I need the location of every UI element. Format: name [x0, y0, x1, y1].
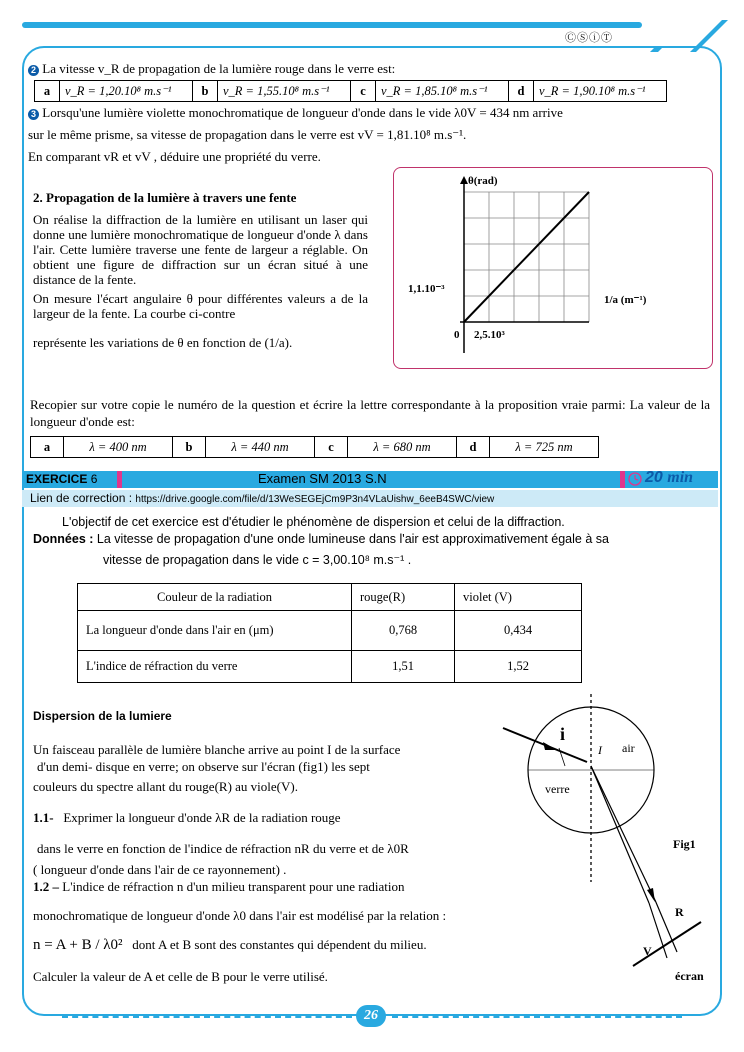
section2-para2: On mesure l'écart angulaire θ pour différentes valeurs a de la largeur de la fente. La courbe ci-contre	[33, 291, 368, 321]
data-text1: La vitesse de propagation d'une onde lumineuse dans l'air est approximativement égale à sa	[96, 532, 609, 546]
dispersion-p2: d'un demi- disque en verre; on observe sur l'écran (fig1) les sept	[37, 759, 370, 774]
q3-line3: En comparant vR et vV , déduire une propriété du verre.	[28, 149, 321, 164]
table-header: violet (V)	[455, 584, 582, 611]
chart-x-tick-label: 2,5.10³	[474, 329, 505, 341]
q3-block	[28, 105, 708, 165]
link-url[interactable]: https://drive.google.com/file/d/13WeSEGEjCm9P3n4VLaUishw_6eeB4SWC/view	[135, 494, 495, 505]
ray-r	[591, 766, 655, 900]
q11-c: ( longueur d'onde dans l'air de ce rayonnement) .	[33, 862, 287, 877]
dispersion-p3: couleurs du spectre allant du rouge(R) au viole(V).	[33, 779, 298, 794]
page-number: 26	[356, 1005, 386, 1027]
data-series-line	[464, 192, 589, 322]
exercise-label	[26, 472, 97, 486]
q12-c: Calculer la valeur de A et celle de B pour le verre utilisé.	[33, 969, 328, 984]
pink-marker-left	[117, 471, 122, 488]
q12-a: L'indice de réfraction n d'un milieu transparent pour une radiation	[62, 879, 405, 894]
q2-option-value: v_R = 1,90.10⁸ m.s⁻¹	[534, 81, 667, 102]
table-cell: 1,51	[352, 651, 455, 683]
section2-title: 2. Propagation de la lumière à travers une fente	[33, 190, 297, 205]
q2-label: La vitesse v_R de propagation de la lumière rouge dans le verre est:	[42, 61, 396, 76]
lambda-option-value: λ = 680 nm	[348, 437, 457, 458]
exercise-title: Examen SM 2013 S.N	[258, 471, 387, 486]
q11-a: Exprimer la longueur d'onde λR de la radiation rouge	[63, 810, 341, 825]
lambda-option-value: λ = 725 nm	[490, 437, 599, 458]
q2-text	[28, 61, 395, 77]
section2-para1: On réalise la diffraction de la lumière en utilisant un laser qui donne une lumière monochromatique de longueur d'onde λ dans l'air. Cette lumière traverse une fente de largeur a réglable. On obtient une figure de diffraction sur un écran situé à une distance de la fente.	[33, 212, 368, 287]
radiation-table	[77, 583, 582, 683]
figure1-dispersion	[495, 690, 720, 1005]
fig-label-R: R	[675, 905, 684, 919]
data-line2: vitesse de propagation dans le vide c = 3,00.10⁸ m.s⁻¹ .	[103, 553, 412, 567]
q3-number: 3	[28, 109, 39, 120]
data-label: Données :	[33, 532, 94, 546]
footer-dash-left	[62, 1016, 352, 1018]
lambda-option-value: λ = 400 nm	[64, 437, 173, 458]
chart-y-tick-label: 1,1.10⁻³	[408, 283, 445, 295]
clock-icon	[628, 472, 642, 486]
angle-arc	[559, 748, 565, 766]
q12-number: 1.2 –	[33, 879, 59, 894]
table-header: rouge(R)	[352, 584, 455, 611]
duration-unit: min	[667, 469, 694, 486]
link-label: Lien de correction :	[30, 491, 133, 505]
q2-option-key[interactable]: b	[193, 81, 218, 102]
theta-chart	[394, 168, 712, 368]
footer-dash-right	[392, 1016, 682, 1018]
fig-label-verre: verre	[545, 782, 570, 796]
q2-options	[34, 80, 667, 102]
q11-b: dans le verre en fonction de l'indice de réfraction nR du verre et de λ0R	[37, 841, 409, 856]
fig-label-air: air	[622, 741, 635, 755]
q3-line1: Lorsqu'une lumière violette monochromatique de longueur d'onde dans le vide λ0V = 434 nm arrive	[42, 105, 563, 120]
ray-v	[591, 766, 649, 903]
section2-instruction: Recopier sur votre copie le numéro de la question et écrire la lettre correspondante à la proposition vraie parmi: La valeur de la longueur d'onde est:	[30, 397, 710, 429]
q11-number: 1.1-	[33, 810, 54, 825]
table-cell: 1,52	[455, 651, 582, 683]
q2-option-key[interactable]: a	[35, 81, 60, 102]
top-bar	[22, 22, 642, 28]
q3-line2: sur le même prisme, sa vitesse de propagation dans le verre est vV = 1,81.10⁸ m.s⁻¹.	[28, 127, 467, 142]
theta-chart-box	[393, 167, 713, 369]
q2-number: 2	[28, 65, 39, 76]
q2-option-key[interactable]: d	[509, 81, 534, 102]
fig-label-i: i	[560, 724, 566, 744]
y-axis-arrow	[460, 176, 468, 184]
fig-label-I: I	[598, 743, 602, 757]
dispersion-title: Dispersion de la lumiere	[33, 709, 172, 723]
pink-marker-right	[620, 471, 625, 488]
table-cell: 0,434	[455, 611, 582, 651]
objective-text: L'objectif de cet exercice est d'étudier le phénomène de dispersion et celui de la diffraction.	[62, 515, 565, 529]
chart-ylabel: θ(rad)	[468, 175, 498, 187]
data-line1	[33, 532, 609, 546]
table-cell: 0,768	[352, 611, 455, 651]
table-header: Couleur de la radiation	[78, 584, 352, 611]
dispersion-block	[33, 708, 493, 985]
exercise-label-text: EXERCICE	[26, 472, 88, 486]
table-cell: L'indice de réfraction du verre	[78, 651, 352, 683]
q12-b: monochromatique de longueur d'onde λ0 dans l'air est modélisé par la relation :	[33, 908, 447, 923]
duration-value: 20	[645, 469, 663, 486]
dispersion-p1: Un faisceau parallèle de lumière blanche arrive au point I de la surface	[33, 742, 401, 757]
section2-options	[30, 436, 599, 458]
q2-option-value: v_R = 1,20.10⁸ m.s⁻¹	[60, 81, 193, 102]
section2-para3: représente les variations de θ en fonction de (1/a).	[33, 335, 293, 350]
chart-origin-label: 0	[454, 329, 460, 341]
correction-link[interactable]	[30, 491, 494, 505]
q2-option-value: v_R = 1,85.10⁸ m.s⁻¹	[376, 81, 509, 102]
lambda-option-key[interactable]: c	[315, 437, 348, 458]
fig-label-V: V	[643, 944, 652, 958]
table-cell: La longueur d'onde dans l'air en (μm)	[78, 611, 352, 651]
formula: n = A + B / λ0²	[33, 937, 123, 953]
lambda-option-key[interactable]: d	[457, 437, 490, 458]
lambda-option-key[interactable]: a	[31, 437, 64, 458]
lambda-option-value: λ = 440 nm	[206, 437, 315, 458]
chart-xlabel: 1/a (m⁻¹)	[604, 294, 647, 306]
q2-option-value: v_R = 1,55.10⁸ m.s⁻¹	[218, 81, 351, 102]
lambda-option-key[interactable]: b	[173, 437, 206, 458]
fig-label-ecran: écran	[675, 969, 704, 983]
q2-option-key[interactable]: c	[351, 81, 376, 102]
section2-block	[33, 190, 368, 351]
exercise-number: 6	[90, 472, 98, 486]
formula-after: dont A et B sont des constantes qui dépendent du milieu.	[132, 937, 427, 952]
fig-label-fig1: Fig1	[673, 837, 696, 851]
license-badge: ⒸⓈⓘⓉ	[565, 31, 613, 44]
exercise-duration	[645, 469, 693, 487]
